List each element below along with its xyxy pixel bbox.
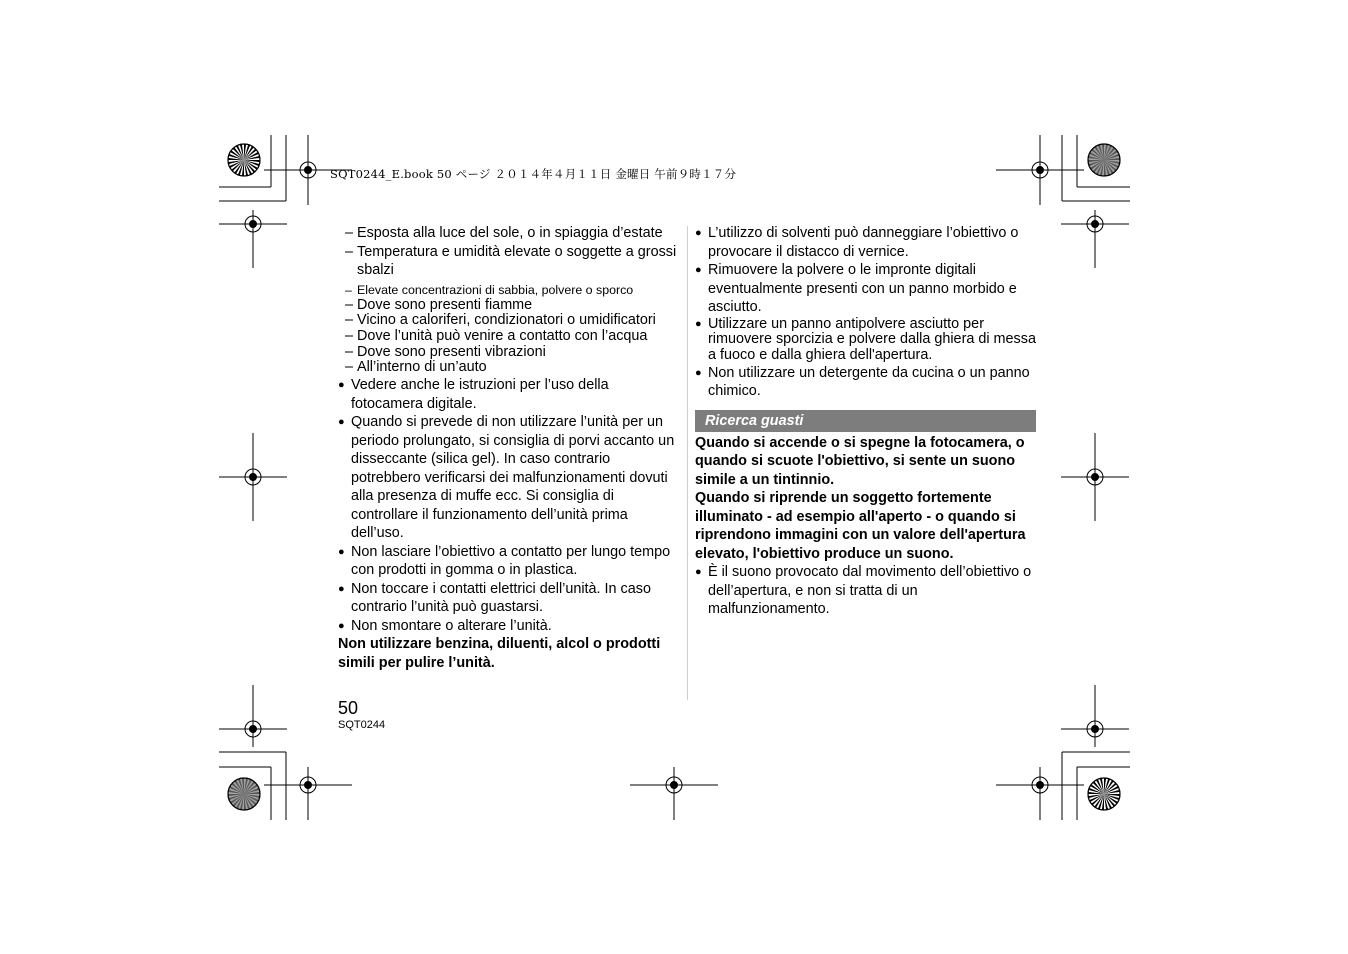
bullet-icon: ●: [338, 582, 345, 595]
document-code: SQT0244: [338, 719, 386, 731]
file-info-header: SQT0244_E.book 50 ページ ２０１４年４月１１日 金曜日 午前９時１７分: [330, 167, 737, 181]
bullet-icon: ●: [695, 366, 702, 379]
dash-marker: –: [345, 243, 354, 260]
dash-marker: –: [345, 282, 352, 297]
dash-marker: –: [345, 296, 354, 313]
bullet-icon: ●: [695, 227, 702, 239]
left-column: [338, 224, 680, 672]
dash-marker: –: [345, 312, 354, 329]
dash-item: – Vicino a caloriferi, condizionatori o umidificatori: [345, 312, 656, 329]
bullet-icon: ●: [338, 619, 345, 632]
registration-crosshair: [996, 767, 1084, 820]
bullet-item: ● Vedere anche le istruzioni per l’uso della fotocamera digitale.: [338, 377, 609, 412]
bullet-item: ● Non toccare i contatti elettrici dell’unità. In caso contrario l’unità può guastarsi.: [338, 580, 651, 616]
dash-item: – Dove sono presenti vibrazioni: [345, 343, 546, 360]
dash-marker: –: [345, 359, 354, 376]
bullet-icon: ●: [338, 416, 345, 429]
dash-marker: –: [345, 327, 354, 344]
bullet-item: ● Non utilizzare un detergente da cucina o un panno chimico.: [695, 364, 1030, 400]
starburst-target: [1088, 778, 1120, 810]
dash-item: – Esposta alla luce del sole, o in spiaggia d’estate: [345, 225, 663, 241]
bullet-item: ● L’utilizzo di solventi può danneggiare l’obiettivo o provocare il distacco di vernice.: [695, 225, 1019, 260]
bullet-item: ● Rimuovere la polvere o le impronte digitali eventualmente presenti con un panno morbido e asciutto.: [695, 262, 1017, 315]
section-heading-troubleshooting: Ricerca guasti: [695, 410, 1036, 432]
starburst-target: [228, 778, 260, 810]
dash-item: – Elevate concentrazioni di sabbia, polvere o sporco: [345, 282, 634, 297]
dash-marker: –: [345, 225, 354, 241]
starburst-target: [228, 144, 260, 176]
bullet-item: ● Non lasciare l’obiettivo a contatto per lungo tempo con prodotti in gomma o in plastica.: [338, 543, 671, 579]
bullet-icon: ●: [338, 545, 345, 558]
bullet-icon: ●: [695, 317, 702, 330]
column-divider: [687, 226, 688, 700]
dash-marker: –: [345, 343, 354, 360]
right-column: [695, 224, 1036, 619]
registration-crosshair: [219, 685, 287, 747]
dash-item: – Dove l’unità può venire a contatto con l’acqua: [345, 327, 648, 344]
bold-question: Quando si accende o si spegne la fotocamera, o quando si scuote l'obiettivo, si sente un suono simile a un tintinnio.: [695, 434, 1025, 488]
registration-crosshair: [264, 767, 352, 820]
bullet-item: ● Quando si prevede di non utilizzare l’unità per un periodo prolungato, si consiglia di porvi accanto un disseccante (silica gel). In caso contrario potrebbero verificarsi dei malfunzionamenti dovuti alla presenza di muffe ecc. Si consiglia di controllare il funzionamento dell’unità prima dell’uso.: [338, 414, 675, 542]
dash-item: – Temperatura e umidità elevate o soggette a grossi sbalzi: [345, 243, 677, 278]
dash-item: – Dove sono presenti fiamme: [345, 296, 533, 313]
bullet-item: ● Utilizzare un panno antipolvere asciutto per rimuovere sporcizia e polvere dalla ghiera di messa a fuoco e dalla ghiera dell'apertura.: [695, 315, 1036, 363]
page-number: 50: [338, 698, 359, 718]
registration-crosshair: [1061, 210, 1129, 268]
registration-crosshair: [630, 767, 718, 820]
bullet-item: ● È il suono provocato dal movimento dell’obiettivo o dell’apertura, e non si tratta di un malfunzionamento.: [695, 564, 1032, 618]
bullet-item: ● Non smontare o alterare l’unità.: [338, 617, 552, 634]
starburst-target: [1088, 144, 1120, 176]
bold-question: Quando si riprende un soggetto fortemente illuminato - ad esempio all'aperto - o quando si riprendono immagini con un valore dell'apertura elevato, l'obiettivo produce un suono.: [695, 490, 1026, 562]
registration-crosshair: [1061, 433, 1129, 521]
dash-item: – All’interno di un’auto: [345, 359, 487, 376]
bullet-icon: ●: [695, 264, 702, 276]
bold-warning: Non utilizzare benzina, diluenti, alcol o prodotti simili per pulire l’unità.: [338, 636, 661, 671]
registration-crosshair: [1061, 685, 1129, 747]
bullet-icon: ●: [338, 379, 345, 392]
registration-crosshair: [219, 433, 287, 521]
registration-crosshair: [996, 135, 1084, 205]
bullet-icon: ●: [695, 566, 702, 579]
registration-crosshair: [219, 210, 287, 268]
